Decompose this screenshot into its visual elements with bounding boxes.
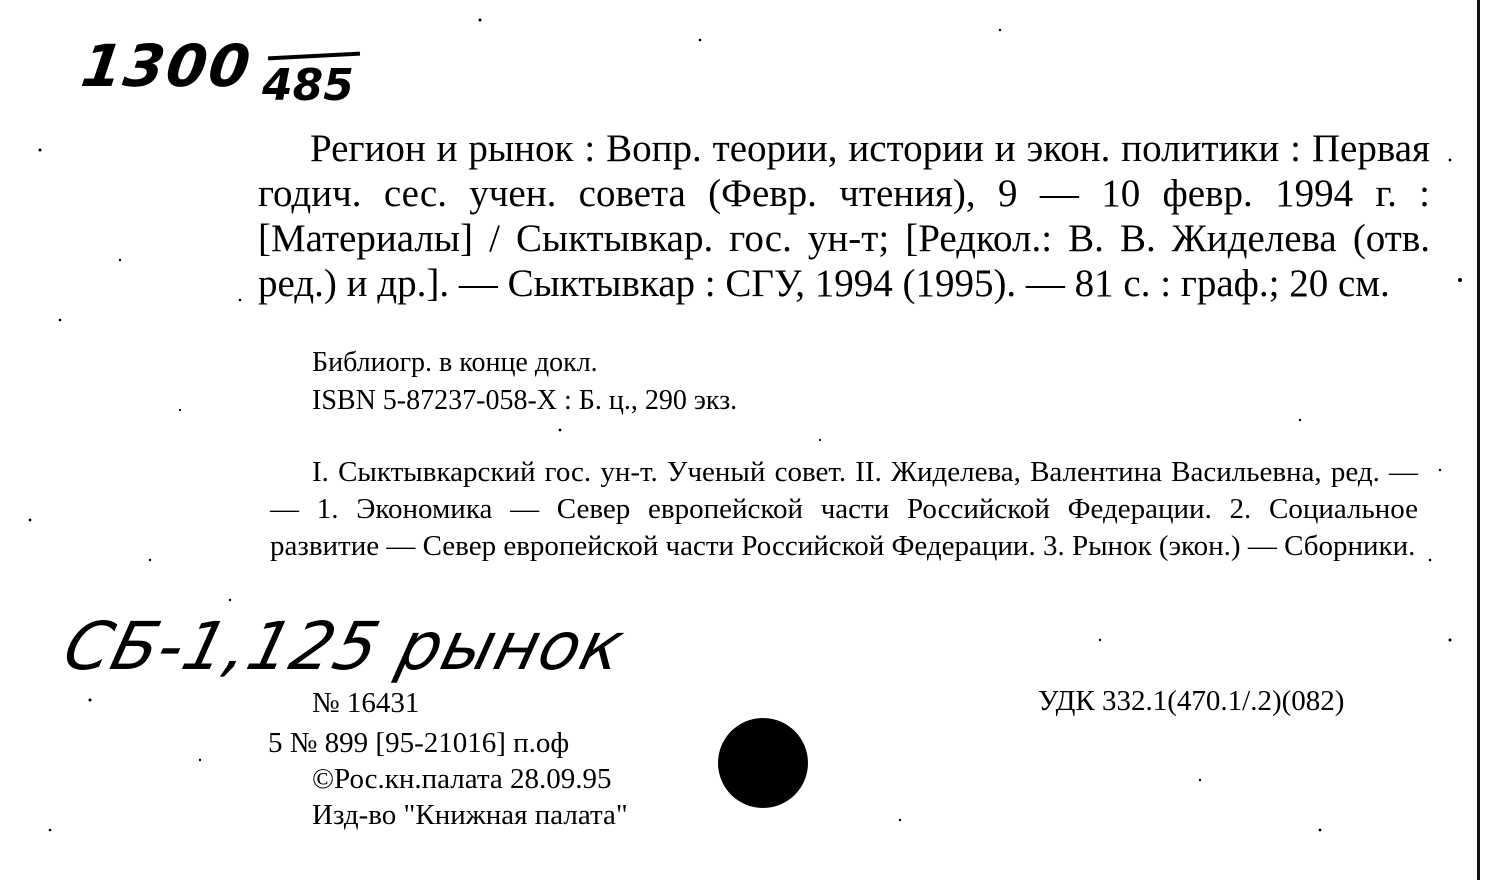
- handwritten-shelfmark: 1300: [77, 32, 257, 100]
- isbn-note: ISBN 5-87237-058-X : Б. ц., 290 экз.: [312, 385, 738, 416]
- footer-publisher: Изд-во "Книжная палата": [312, 799, 628, 831]
- handwritten-call-number: СБ-1,125 рынок: [56, 608, 633, 685]
- handwritten-submark: 485: [262, 60, 354, 111]
- udk-classification: УДК 332.1(470.1/.2)(082): [1038, 685, 1345, 717]
- footer-number-1: № 16431: [312, 687, 420, 719]
- footer-copyright: ©Рос.кн.палата 28.09.95: [312, 763, 612, 795]
- bibliography-note: Библиогр. в конце докл.: [312, 347, 598, 378]
- subject-tracings: I. Сыктывкарский гос. ун-т. Ученый совет. II. Жиделева, Валентина Васильевна, ред. — — 1. Экономика — Север европейской части Российской Федерации. 2. Социальное развитие — Север европейской части Российской Федерации. 3. Рынок (экон.) — Сборники.: [270, 456, 1418, 562]
- main-bibliographic-entry: Регион и рынок : Вопр. теории, истории и экон. политики : Первая годич. сес. учен. совета (Февр. чтения), 9 — 10 февр. 1994 г. : [Материалы] / Сыктывкар. гос. ун-т; [Редкол.: В. В. Жиделева (отв. ред.) и др.]. — Сыктывкар : СГУ, 1994 (1995). — 81 с. : граф.; 20 см.: [258, 127, 1430, 305]
- footer-number-2: 5 № 899 [95-21016] п.оф: [268, 727, 570, 759]
